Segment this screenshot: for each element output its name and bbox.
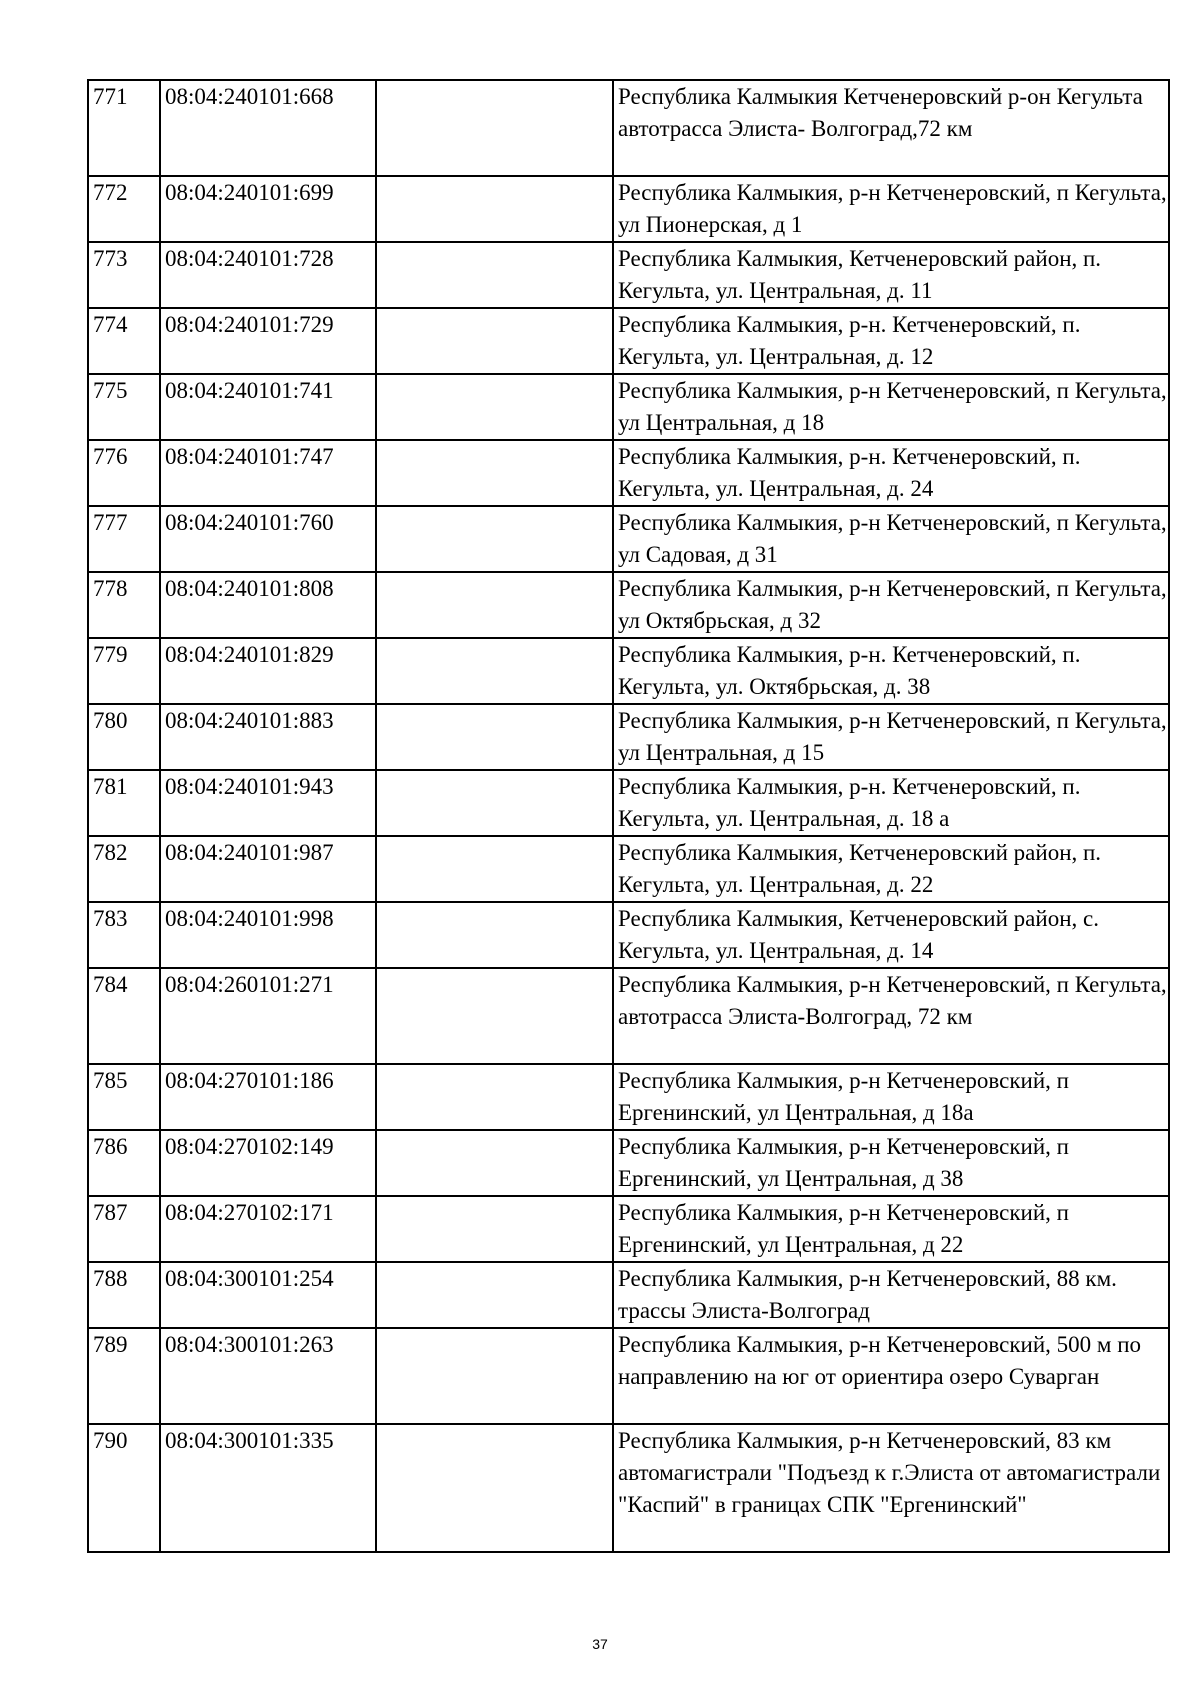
address-cell: Республика Калмыкия, р-н. Кетченеровский, п. Кегульта, ул. Центральная, д. 18 а [613, 770, 1169, 836]
address-cell: Республика Калмыкия, р-н. Кетченеровский, п. Кегульта, ул. Октябрьская, д. 38 [613, 638, 1169, 704]
table-row [88, 80, 1169, 176]
row-number: 777 [88, 506, 160, 572]
row-number: 780 [88, 704, 160, 770]
cadastral-number: 08:04:300101:254 [160, 1262, 376, 1328]
cadastral-number: 08:04:240101:747 [160, 440, 376, 506]
table-row [88, 704, 1169, 770]
address-cell: Республика Калмыкия, р-н. Кетченеровский, п. Кегульта, ул. Центральная, д. 24 [613, 440, 1169, 506]
row-number: 782 [88, 836, 160, 902]
table-row [88, 836, 1169, 902]
row-number: 784 [88, 968, 160, 1064]
cadastral-number: 08:04:270102:171 [160, 1196, 376, 1262]
page-number: 37 [592, 1636, 608, 1652]
table-row [88, 638, 1169, 704]
empty-cell [376, 902, 613, 968]
row-number: 773 [88, 242, 160, 308]
row-number: 778 [88, 572, 160, 638]
row-number: 771 [88, 80, 160, 176]
cadastral-number: 08:04:240101:728 [160, 242, 376, 308]
row-number: 775 [88, 374, 160, 440]
cadastral-number: 08:04:300101:335 [160, 1424, 376, 1552]
table-row [88, 1424, 1169, 1552]
row-number: 788 [88, 1262, 160, 1328]
registry-table [87, 79, 1170, 1553]
table-row [88, 440, 1169, 506]
empty-cell [376, 704, 613, 770]
address-cell: Республика Калмыкия, р-н Кетченеровский, п Кегульта, автотрасса Элиста-Волгоград, 72 км [613, 968, 1169, 1064]
address-cell: Республика Калмыкия, р-н Кетченеровский, 83 км автомагистрали "Подъезд к г.Элиста от автомагистрали "Каспий" в границах СПК "Ергенинский" [613, 1424, 1169, 1552]
empty-cell [376, 1196, 613, 1262]
empty-cell [376, 1328, 613, 1424]
row-number: 774 [88, 308, 160, 374]
cadastral-number: 08:04:240101:699 [160, 176, 376, 242]
empty-cell [376, 242, 613, 308]
row-number: 783 [88, 902, 160, 968]
address-cell: Республика Калмыкия, Кетченеровский район, п. Кегульта, ул. Центральная, д. 11 [613, 242, 1169, 308]
row-number: 779 [88, 638, 160, 704]
empty-cell [376, 80, 613, 176]
address-cell: Республика Калмыкия, р-н Кетченеровский, п Кегульта, ул Октябрьская, д 32 [613, 572, 1169, 638]
address-cell: Республика Калмыкия, Кетченеровский район, с. Кегульта, ул. Центральная, д. 14 [613, 902, 1169, 968]
cadastral-number: 08:04:240101:829 [160, 638, 376, 704]
address-cell: Республика Калмыкия, р-н Кетченеровский, п Ергенинский, ул Центральная, д 38 [613, 1130, 1169, 1196]
table-row [88, 308, 1169, 374]
cadastral-number: 08:04:270102:149 [160, 1130, 376, 1196]
empty-cell [376, 836, 613, 902]
row-number: 790 [88, 1424, 160, 1552]
cadastral-number: 08:04:240101:760 [160, 506, 376, 572]
cadastral-number: 08:04:240101:808 [160, 572, 376, 638]
table-row [88, 770, 1169, 836]
cadastral-number: 08:04:240101:668 [160, 80, 376, 176]
empty-cell [376, 374, 613, 440]
cadastral-number: 08:04:300101:263 [160, 1328, 376, 1424]
table-row [88, 506, 1169, 572]
address-cell: Республика Калмыкия, р-н. Кетченеровский, п. Кегульта, ул. Центральная, д. 12 [613, 308, 1169, 374]
address-cell: Республика Калмыкия, р-н Кетченеровский, 500 м по направлению на юг от ориентира озеро Суварган [613, 1328, 1169, 1424]
empty-cell [376, 1130, 613, 1196]
table-row [88, 902, 1169, 968]
table-row [88, 1328, 1169, 1424]
address-cell: Республика Калмыкия, р-н Кетченеровский, п Кегульта, ул Центральная, д 18 [613, 374, 1169, 440]
row-number: 772 [88, 176, 160, 242]
cadastral-number: 08:04:270101:186 [160, 1064, 376, 1130]
cadastral-number: 08:04:240101:729 [160, 308, 376, 374]
table-row [88, 1196, 1169, 1262]
table-row [88, 1064, 1169, 1130]
address-cell: Республика Калмыкия, р-н Кетченеровский, п Кегульта, ул Пионерская, д 1 [613, 176, 1169, 242]
row-number: 787 [88, 1196, 160, 1262]
empty-cell [376, 770, 613, 836]
table-row [88, 374, 1169, 440]
address-cell: Республика Калмыкия, р-н Кетченеровский, п Ергенинский, ул Центральная, д 22 [613, 1196, 1169, 1262]
row-number: 789 [88, 1328, 160, 1424]
empty-cell [376, 572, 613, 638]
cadastral-number: 08:04:240101:943 [160, 770, 376, 836]
cadastral-number: 08:04:240101:998 [160, 902, 376, 968]
address-cell: Республика Калмыкия, р-н Кетченеровский, п Кегульта, ул Центральная, д 15 [613, 704, 1169, 770]
empty-cell [376, 968, 613, 1064]
address-cell: Республика Калмыкия, р-н Кетченеровский, 88 км. трассы Элиста-Волгоград [613, 1262, 1169, 1328]
cadastral-number: 08:04:240101:741 [160, 374, 376, 440]
row-number: 776 [88, 440, 160, 506]
cadastral-number: 08:04:260101:271 [160, 968, 376, 1064]
empty-cell [376, 506, 613, 572]
empty-cell [376, 176, 613, 242]
table-row [88, 1262, 1169, 1328]
row-number: 781 [88, 770, 160, 836]
address-cell: Республика Калмыкия Кетченеровский р-он Кегульта автотрасса Элиста- Волгоград,72 км [613, 80, 1169, 176]
table-row [88, 572, 1169, 638]
empty-cell [376, 1262, 613, 1328]
address-cell: Республика Калмыкия, р-н Кетченеровский, п Кегульта, ул Садовая, д 31 [613, 506, 1169, 572]
table-row [88, 1130, 1169, 1196]
row-number: 785 [88, 1064, 160, 1130]
empty-cell [376, 638, 613, 704]
table-row [88, 242, 1169, 308]
cadastral-number: 08:04:240101:883 [160, 704, 376, 770]
empty-cell [376, 308, 613, 374]
row-number: 786 [88, 1130, 160, 1196]
empty-cell [376, 440, 613, 506]
empty-cell [376, 1424, 613, 1552]
address-cell: Республика Калмыкия, Кетченеровский район, п. Кегульта, ул. Центральная, д. 22 [613, 836, 1169, 902]
cadastral-number: 08:04:240101:987 [160, 836, 376, 902]
table-row [88, 176, 1169, 242]
empty-cell [376, 1064, 613, 1130]
table-row [88, 968, 1169, 1064]
address-cell: Республика Калмыкия, р-н Кетченеровский, п Ергенинский, ул Центральная, д 18а [613, 1064, 1169, 1130]
